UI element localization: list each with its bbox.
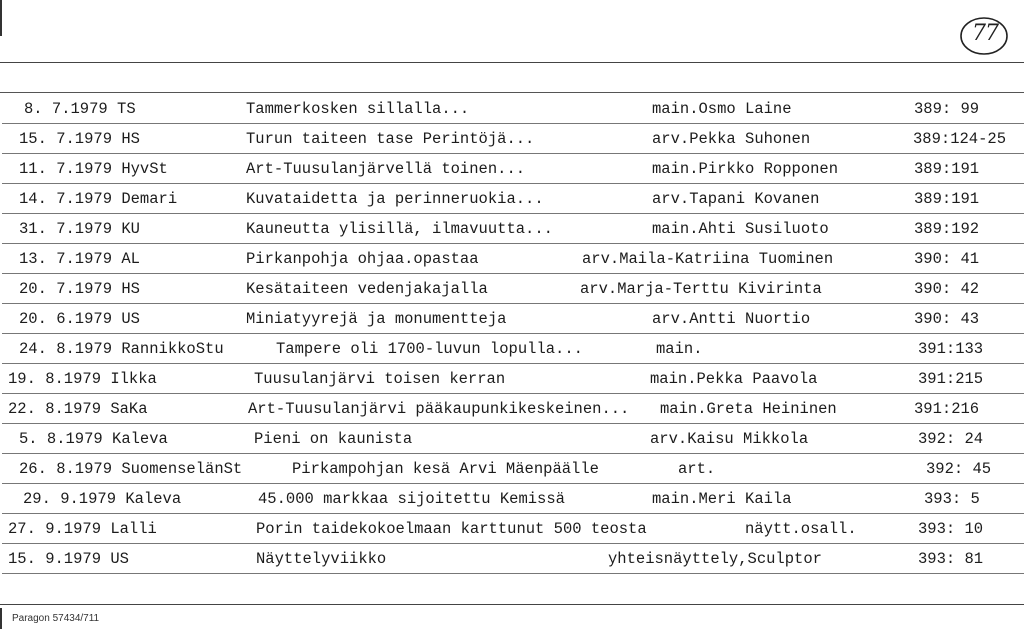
entry-row bbox=[0, 244, 1024, 274]
entry-ref: 390: 42 bbox=[914, 280, 980, 298]
entry-row bbox=[0, 364, 1024, 394]
entry-title: Kuvataidetta ja perinneruokia... bbox=[246, 190, 544, 208]
entry-date: 11. 7.1979 HyvSt bbox=[19, 160, 168, 178]
entry-author: arv.Maila-Katriina Tuominen bbox=[582, 250, 834, 268]
entry-author: main.Pirkko Ropponen bbox=[652, 160, 839, 178]
entry-row bbox=[0, 544, 1024, 574]
entry-row bbox=[0, 154, 1024, 184]
entry-title: Art-Tuusulanjärvi pääkaupunkikeskeinen... bbox=[248, 400, 630, 418]
entry-title: 45.000 markkaa sijoitettu Kemissä bbox=[258, 490, 565, 508]
entry-ref: 391:133 bbox=[918, 340, 984, 358]
entry-row bbox=[0, 184, 1024, 214]
entry-row bbox=[0, 394, 1024, 424]
footer-imprint: Paragon 57434/711 bbox=[12, 613, 100, 624]
entry-ref: 391:216 bbox=[914, 400, 980, 418]
entry-ref: 389:192 bbox=[914, 220, 980, 238]
header-rule bbox=[0, 62, 1024, 63]
entry-date: 20. 7.1979 HS bbox=[19, 280, 140, 298]
entry-row bbox=[0, 484, 1024, 514]
row-underline bbox=[2, 573, 1024, 574]
page-number bbox=[958, 14, 1012, 58]
entry-author: yhteisnäyttely,Sculptor bbox=[608, 550, 822, 568]
entry-author: arv.Kaisu Mikkola bbox=[650, 430, 809, 448]
header-rule-2 bbox=[0, 92, 1024, 93]
entry-ref: 389:191 bbox=[914, 190, 980, 208]
entry-date: 31. 7.1979 KU bbox=[19, 220, 140, 238]
entry-title: Miniatyyrejä ja monumentteja bbox=[246, 310, 507, 328]
entry-author: arv.Tapani Kovanen bbox=[652, 190, 820, 208]
entry-ref: 393: 5 bbox=[924, 490, 980, 508]
entry-row bbox=[0, 454, 1024, 484]
entry-date: 22. 8.1979 SaKa bbox=[8, 400, 148, 418]
entry-ref: 392: 45 bbox=[926, 460, 992, 478]
entry-title: Art-Tuusulanjärvellä toinen... bbox=[246, 160, 526, 178]
entry-date: 13. 7.1979 AL bbox=[19, 250, 140, 268]
entry-ref: 389: 99 bbox=[914, 100, 980, 118]
entry-date: 15. 9.1979 US bbox=[8, 550, 129, 568]
entry-date: 26. 8.1979 SuomenselänSt bbox=[19, 460, 243, 478]
entry-row bbox=[0, 334, 1024, 364]
entry-ref: 389:124-25 bbox=[913, 130, 1007, 148]
entry-title: Tammerkosken sillalla... bbox=[246, 100, 470, 118]
entry-title: Turun taiteen tase Perintöjä... bbox=[246, 130, 535, 148]
entry-author: art. bbox=[678, 460, 716, 478]
entry-row bbox=[0, 94, 1024, 124]
entry-row bbox=[0, 274, 1024, 304]
entry-author: arv.Antti Nuortio bbox=[652, 310, 811, 328]
entry-ref: 390: 43 bbox=[914, 310, 980, 328]
entry-row bbox=[0, 214, 1024, 244]
entry-author: main.Ahti Susiluoto bbox=[652, 220, 829, 238]
entry-ref: 389:191 bbox=[914, 160, 980, 178]
entry-row bbox=[0, 514, 1024, 544]
entry-row bbox=[0, 424, 1024, 454]
entry-author: main.Greta Heininen bbox=[660, 400, 837, 418]
entry-title: Pieni on kaunista bbox=[254, 430, 413, 448]
entry-date: 8. 7.1979 TS bbox=[24, 100, 136, 118]
entry-title: Kauneutta ylisillä, ilmavuutta... bbox=[246, 220, 553, 238]
card-edge-mark-bottom bbox=[0, 608, 2, 629]
entry-row bbox=[0, 304, 1024, 334]
entry-title: Tuusulanjärvi toisen kerran bbox=[254, 370, 506, 388]
entry-ref: 390: 41 bbox=[914, 250, 980, 268]
entry-ref: 391:215 bbox=[918, 370, 984, 388]
entry-date: 14. 7.1979 Demari bbox=[19, 190, 178, 208]
entry-date: 19. 8.1979 Ilkka bbox=[8, 370, 157, 388]
entry-title: Porin taidekokoelmaan karttunut 500 teosta bbox=[256, 520, 647, 538]
entry-author: main.Osmo Laine bbox=[652, 100, 792, 118]
entry-author: arv.Pekka Suhonen bbox=[652, 130, 811, 148]
entry-title: Pirkanpohja ohjaa.opastaa bbox=[246, 250, 479, 268]
entry-ref: 393: 81 bbox=[918, 550, 984, 568]
entry-date: 24. 8.1979 RannikkoStu bbox=[19, 340, 224, 358]
entry-date: 5. 8.1979 Kaleva bbox=[19, 430, 168, 448]
entry-author: main.Pekka Paavola bbox=[650, 370, 818, 388]
entry-ref: 392: 24 bbox=[918, 430, 984, 448]
entry-author: main. bbox=[656, 340, 703, 358]
entry-title: Kesätaiteen vedenjakajalla bbox=[246, 280, 488, 298]
entry-date: 29. 9.1979 Kaleva bbox=[23, 490, 182, 508]
entry-author: arv.Marja-Terttu Kivirinta bbox=[580, 280, 822, 298]
footer-rule bbox=[0, 604, 1024, 605]
page-number-text: 77 bbox=[972, 21, 998, 46]
card-edge-mark bbox=[0, 0, 2, 36]
entry-date: 27. 9.1979 Lalli bbox=[8, 520, 157, 538]
entry-date: 15. 7.1979 HS bbox=[19, 130, 140, 148]
entry-title: Näyttelyviikko bbox=[256, 550, 387, 568]
entry-date: 20. 6.1979 US bbox=[19, 310, 140, 328]
entry-row bbox=[0, 124, 1024, 154]
entry-author: main.Meri Kaila bbox=[652, 490, 792, 508]
entry-title: Tampere oli 1700-luvun lopulla... bbox=[276, 340, 583, 358]
entry-ref: 393: 10 bbox=[918, 520, 984, 538]
entry-title: Pirkampohjan kesä Arvi Mäenpäälle bbox=[292, 460, 599, 478]
entry-author: näytt.osall. bbox=[745, 520, 857, 538]
